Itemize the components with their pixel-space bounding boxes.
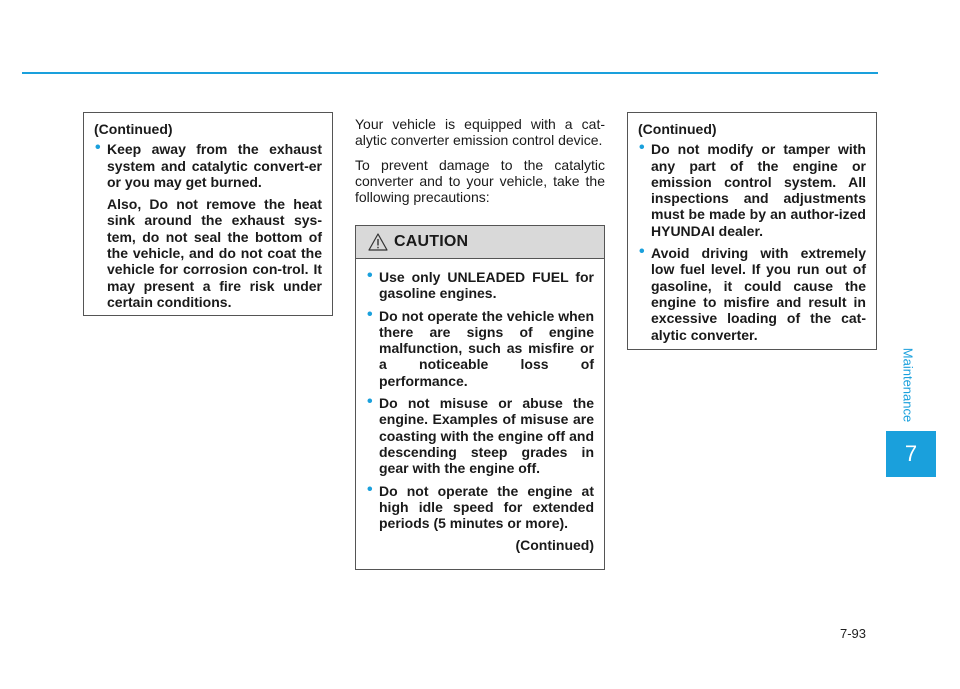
header-rule [22,72,878,74]
caution-item: • Do not operate the vehicle when there are signs of engine malfunction, such as misfire or a noticeable loss of performance. [366,308,594,389]
caution-box [355,225,605,570]
caution-title: CAUTION [394,233,469,250]
continued-warning-box-left [83,112,333,316]
caution-item: • Do not modify or tamper with any part of the engine or emission control system. All inspections and adjustments must be made by an author-ized HYUNDAI dealer. [638,141,866,239]
continued-label: (Continued) [94,121,173,137]
continued-caution-box-right [627,112,877,350]
chapter-tab [886,431,936,477]
intro-text [355,116,605,213]
continued-label: (Continued) [515,537,594,554]
caution-item: • Do not operate the engine at high idle speed for extended periods (5 minutes or more). [366,483,594,532]
intro-paragraph-1: Your vehicle is equipped with a cat-alytic converter emission control device. [355,116,605,149]
warning-paragraph: Also, Do not remove the heat sink around the exhaust sys-tem, do not seal the bottom of the vehicle, and do not coat the vehicle for corrosion con-trol. It may present a fire risk under certain conditions. [107,196,322,310]
warning-triangle-icon [368,233,388,251]
section-label-text: Maintenance [900,347,916,423]
warning-item: • Keep away from the exhaust system and catalytic convert-er or you may get burned. [94,141,322,190]
section-label [894,340,922,430]
chapter-number: 7 [904,441,918,466]
caution-list [366,269,594,531]
warning-list [94,141,322,190]
caution-header [356,226,604,259]
caution-item: • Avoid driving with extremely low fuel level. If you run out of gasoline, it could cause the engine to misfire and result in excessive loading of the cat-alytic converter. [638,245,866,343]
caution-list [638,141,866,343]
caution-item: • Use only UNLEADED FUEL for gasoline engines. [366,269,594,302]
caution-item: • Do not misuse or abuse the engine. Examples of misuse are coasting with the engine off and descending steep grades in gear with the engine off. [366,395,594,476]
page-number: 7-93 [840,626,867,641]
continued-label: (Continued) [638,121,717,137]
intro-paragraph-2: To prevent damage to the catalytic converter and to your vehicle, take the following precautions: [355,156,605,206]
